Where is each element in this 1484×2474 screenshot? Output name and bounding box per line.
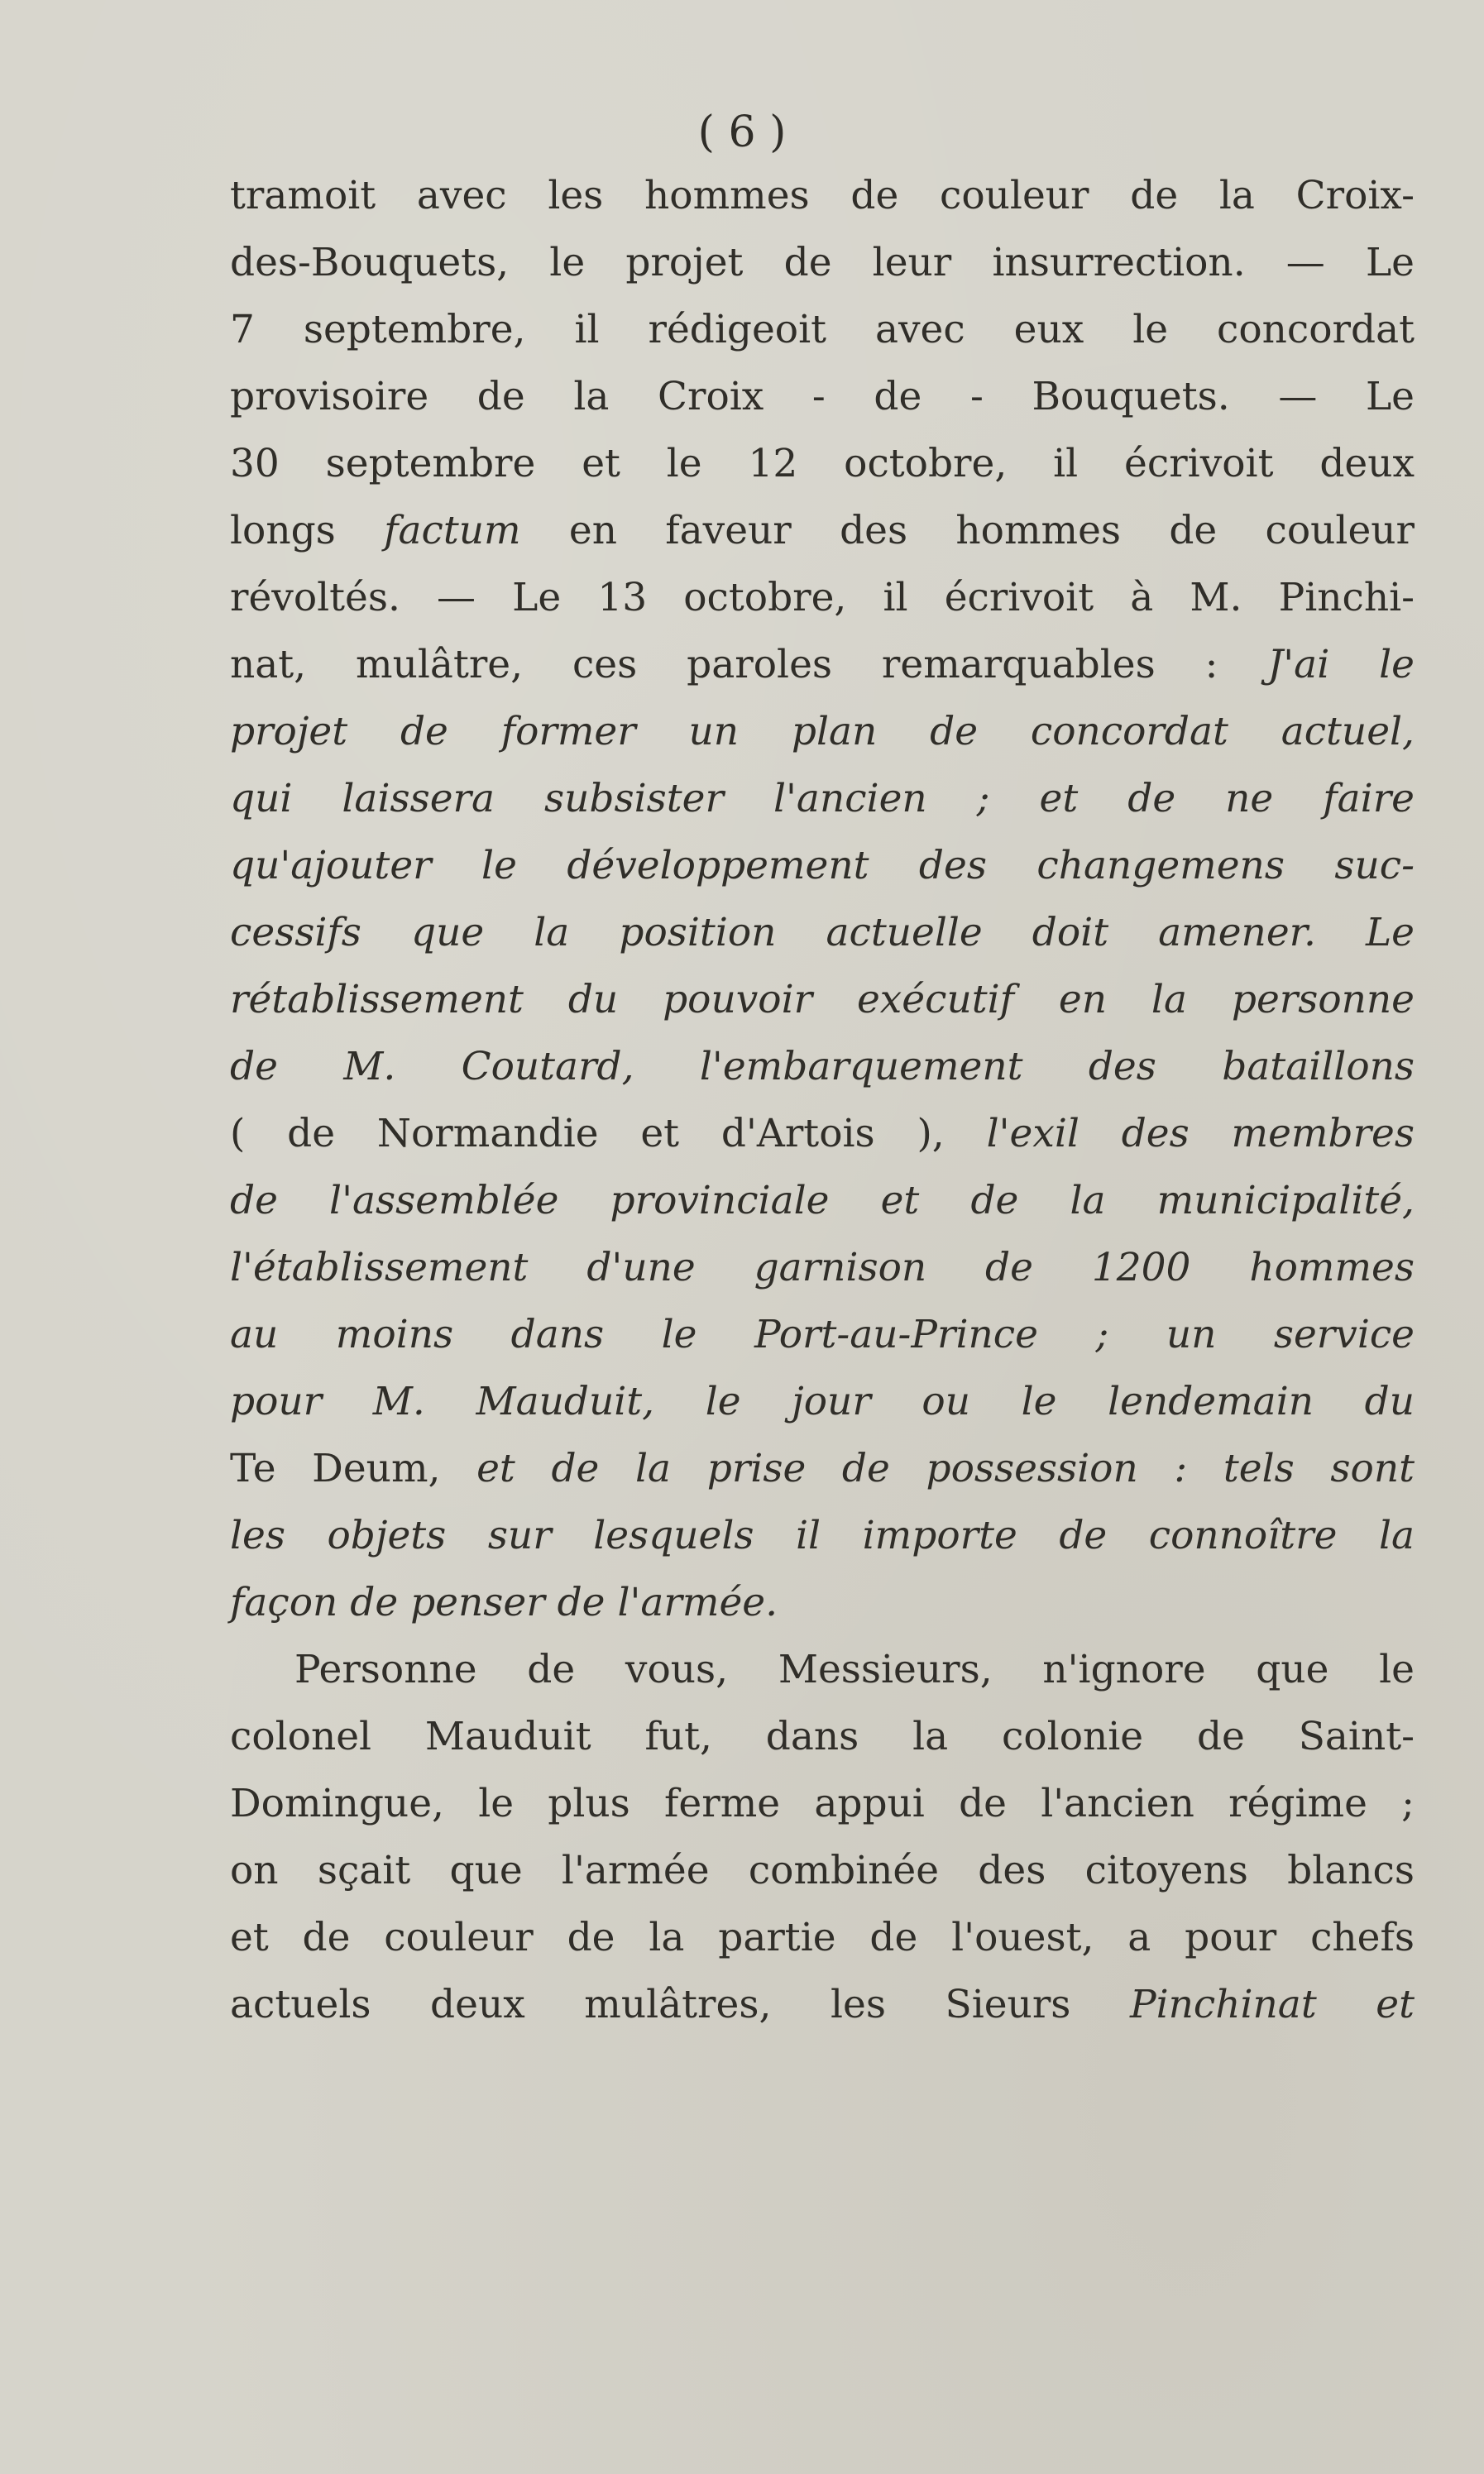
text-line: de M. Coutard, l'embarquement des bataillons xyxy=(230,1044,1415,1089)
page-number: ( 6 ) xyxy=(697,108,787,157)
text-line xyxy=(230,1971,1415,2038)
text-line: colonel Mauduit fut, dans la colonie de Saint- xyxy=(230,1714,1415,1759)
italic-text: et de la prise de possession : tels sont xyxy=(476,1446,1415,1491)
text-line: révoltés. — Le 13 octobre, il écrivoit à M. Pinchi- xyxy=(230,575,1415,620)
roman-text: Te Deum, xyxy=(230,1446,477,1491)
italic-text: factum xyxy=(384,508,521,553)
body-text xyxy=(230,162,1415,2038)
text-line: rétablissement du pouvoir exécutif en la personne xyxy=(230,977,1415,1022)
text-line: provisoire de la Croix - de - Bouquets. — Le xyxy=(230,374,1415,419)
text-line: façon de penser de l'armée. xyxy=(230,1580,778,1625)
text-line xyxy=(230,1435,1415,1502)
text-line: l'établissement d'une garnison de 1200 hommes xyxy=(230,1245,1415,1290)
text-line xyxy=(230,631,1415,698)
italic-text: J'ai le xyxy=(1267,642,1415,687)
text-line: des-Bouquets, le projet de leur insurrection. — Le xyxy=(230,240,1415,285)
text-line: 7 septembre, il rédigeoit avec eux le concordat xyxy=(230,307,1415,352)
text-line: pour M. Mauduit, le jour ou le lendemain du xyxy=(230,1379,1415,1424)
italic-text: l'exil des membres xyxy=(986,1111,1415,1156)
text-line: qui laissera subsister l'ancien ; et de ne faire xyxy=(230,776,1415,821)
italic-text: Pinchinat et xyxy=(1129,1982,1415,2027)
text-line: au moins dans le Port-au-Prince ; un service xyxy=(230,1312,1415,1357)
text-line: Domingue, le plus ferme appui de l'ancien régime ; xyxy=(230,1781,1415,1826)
text-line: projet de former un plan de concordat actuel, xyxy=(230,709,1415,754)
text-line: les objets sur lesquels il importe de connoître la xyxy=(230,1513,1415,1558)
roman-text: en faveur des hommes de couleur xyxy=(520,508,1415,553)
text-line xyxy=(230,497,1415,564)
roman-text: nat, mulâtre, ces paroles remarquables : xyxy=(230,642,1268,687)
roman-text: ( de Normandie et d'Artois ), xyxy=(230,1111,987,1156)
text-line: on sçait que l'armée combinée des citoyens blancs xyxy=(230,1848,1415,1893)
roman-text: actuels deux mulâtres, les Sieurs xyxy=(230,1982,1130,2027)
roman-text: longs xyxy=(230,508,385,553)
text-line xyxy=(230,1100,1415,1167)
text-line: 30 septembre et le 12 octobre, il écrivoit deux xyxy=(230,441,1415,486)
text-line: qu'ajouter le développement des changemens suc- xyxy=(230,843,1415,888)
text-line: et de couleur de la partie de l'ouest, a pour chefs xyxy=(230,1915,1415,1960)
text-line: de l'assemblée provinciale et de la municipalité, xyxy=(230,1178,1415,1223)
text-line: Personne de vous, Messieurs, n'ignore que le xyxy=(294,1647,1415,1692)
text-line: cessifs que la position actuelle doit amener. Le xyxy=(230,910,1415,955)
text-line: tramoit avec les hommes de couleur de la Croix- xyxy=(230,173,1415,218)
